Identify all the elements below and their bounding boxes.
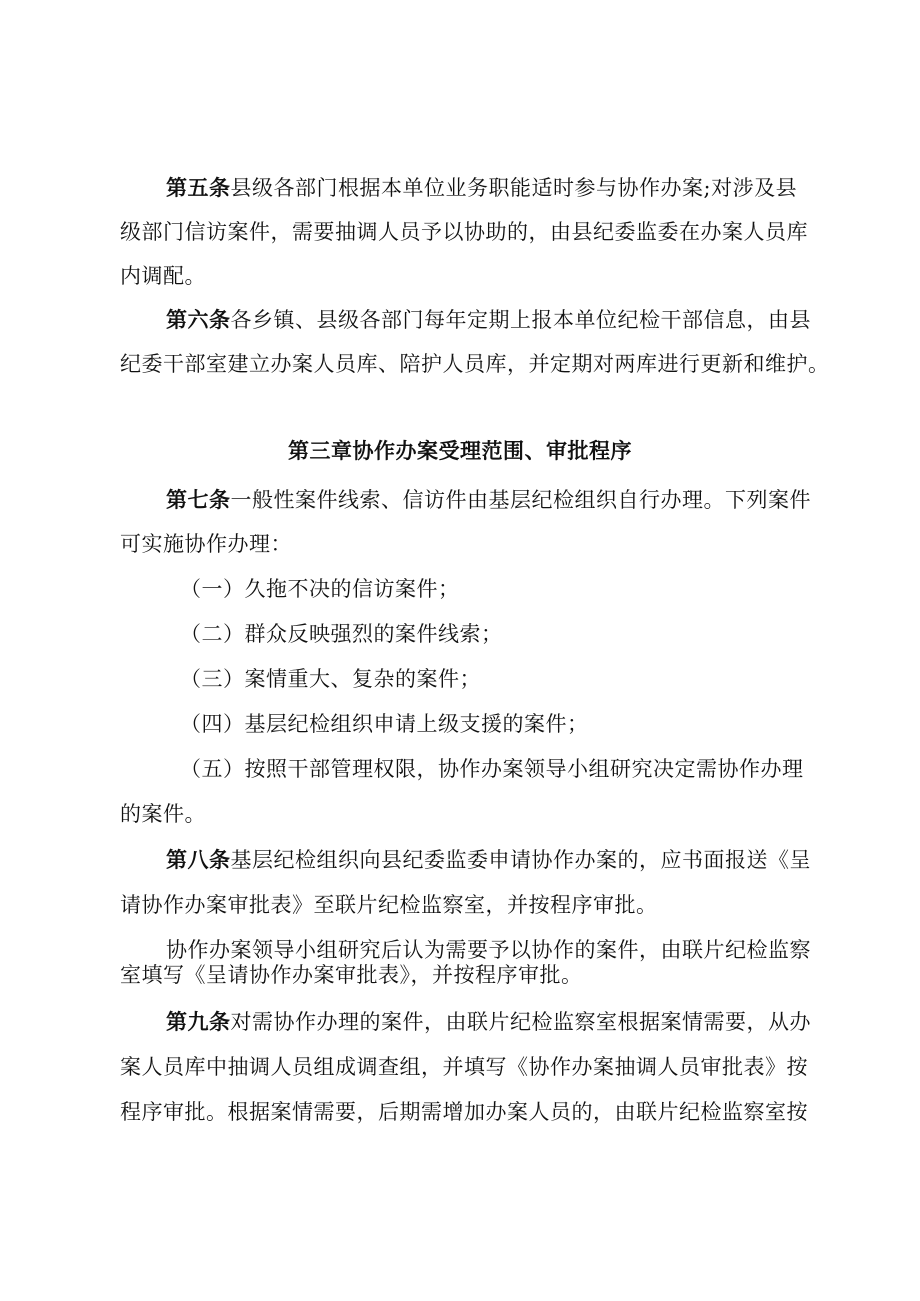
article-6-text-1: 各乡镇、县级各部门每年定期上报本单位纪检干部信息，由县 — [230, 308, 811, 332]
article-8-label: 第八条 — [166, 848, 231, 872]
article-8-line-1 — [166, 846, 811, 874]
article-9-text-1: 对需协作办理的案件，由联片纪检监察室根据案情需要，从办 — [230, 1010, 811, 1034]
article-7-item-4: （四）基层纪检组织申请上级支援的案件； — [180, 712, 589, 736]
article-5-label: 第五条 — [166, 176, 231, 200]
article-7-text-2: 可实施协作办理： — [120, 532, 292, 556]
article-6-label: 第六条 — [166, 308, 231, 332]
article-7-text-1: 一般性案件线索、信访件由基层纪检组织自行办理。下列案件 — [230, 488, 811, 512]
article-7-item-2: （二）群众反映强烈的案件线索； — [180, 622, 503, 646]
article-8-line-2: 请协作办案审批表》至联片纪检监察室，并按程序审批。 — [120, 893, 658, 917]
article-8-para2-line-1: 协作办案领导小组研究后认为需要予以协作的案件，由联片纪检监察 — [166, 938, 811, 962]
article-5-text-1: 县级各部门根据本单位业务职能适时参与协作办案;对涉及县 — [230, 176, 798, 200]
article-9-label: 第九条 — [166, 1010, 231, 1034]
article-7-item-3: （三）案情重大、复杂的案件； — [180, 667, 481, 691]
article-6-line-2 — [120, 350, 830, 378]
article-6-text-2: 纪委干部室建立办案人员库、陪护人员库，并定期对两库进行更新和维护。 — [120, 352, 830, 376]
chapter-3-title: 第三章协作办案受理范围、审批程序 — [288, 439, 632, 463]
article-7-line-2 — [120, 530, 292, 558]
article-5-text-3: 内调配。 — [120, 264, 206, 288]
article-5-line-1 — [166, 174, 810, 202]
article-7-line-1 — [166, 486, 811, 514]
article-6-line-1 — [166, 306, 811, 334]
article-9-line-3: 程序审批。根据案情需要，后期需增加办案人员的，由联片纪检监察室按 — [120, 1100, 808, 1124]
article-5-text-2: 级部门信访案件，需要抽调人员予以协助的，由县纪委监委在办案人员库 — [120, 220, 808, 244]
article-7-label: 第七条 — [166, 488, 231, 512]
article-9-line-2: 案人员库中抽调人员组成调查组，并填写《协作办案抽调人员审批表》按 — [120, 1055, 808, 1079]
article-5-line-3 — [120, 262, 206, 290]
article-7-item-5-cont: 的案件。 — [120, 802, 206, 826]
article-7-item-1: （一）久拖不决的信访案件； — [180, 577, 460, 601]
article-7-item-5: （五）按照干部管理权限，协作办案领导小组研究决定需协作办理 — [180, 757, 804, 781]
article-8-text-1: 基层纪检组织向县纪委监委申请协作办案的，应书面报送《呈 — [230, 848, 811, 872]
article-5-line-2 — [120, 218, 808, 246]
article-9-line-1 — [166, 1008, 811, 1036]
article-8-para2-line-2: 室填写《呈请协作办案审批表》，并按程序审批。 — [120, 963, 583, 987]
